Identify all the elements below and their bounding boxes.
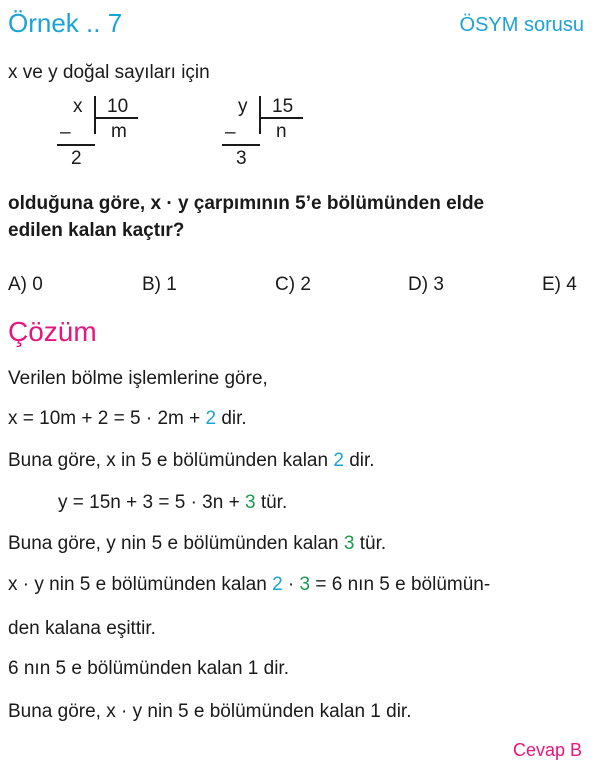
division-y-remainder: 3 xyxy=(236,148,247,169)
option-b[interactable]: B) 1 xyxy=(142,274,177,295)
division-y-dividend: y xyxy=(238,96,248,117)
solution-line2: x = 10m + 2 = 5 · 2m + 2 dir. xyxy=(8,408,247,429)
solution-line3: Buna göre, x in 5 e bölümünden kalan 2 dir. xyxy=(8,450,375,471)
division-y-minus: – xyxy=(225,122,236,143)
solution-line5: Buna göre, y nin 5 e bölümünden kalan 3 tür. xyxy=(8,533,387,554)
remainder-x-highlight: 2 xyxy=(205,408,217,429)
division-x-quotient: m xyxy=(111,121,127,142)
division-y xyxy=(220,92,310,172)
answer-label: Cevap B xyxy=(512,740,582,760)
solution-line4: y = 15n + 3 = 5 · 3n + 3 tür. xyxy=(58,492,288,513)
division-x xyxy=(55,92,145,172)
option-e[interactable]: E) 4 xyxy=(542,274,577,295)
solution-heading: Çözüm xyxy=(8,316,97,347)
question-intro: x ve y doğal sayıları için xyxy=(8,62,210,83)
question-text-line1: olduğuna göre, x · y çarpımının 5’e bölümünden elde xyxy=(8,193,485,214)
option-c[interactable]: C) 2 xyxy=(275,274,311,295)
solution-line9: Buna göre, x · y nin 5 e bölümünden kalan 1 dir. xyxy=(8,701,412,722)
solution-line1: Verilen bölme işlemlerine göre, xyxy=(8,368,268,389)
division-x-dividend: x xyxy=(73,96,83,117)
option-d[interactable]: D) 3 xyxy=(408,274,444,295)
division-y-quotient: n xyxy=(276,121,287,142)
example-title: Örnek .. 7 xyxy=(8,8,123,38)
division-x-minus: – xyxy=(60,122,71,143)
option-a[interactable]: A) 0 xyxy=(8,274,43,295)
division-x-divisor: 10 xyxy=(107,96,129,117)
remainder-y-highlight: 3 xyxy=(244,492,256,513)
solution-line7: den kalana eşittir. xyxy=(8,618,156,639)
division-x-remainder: 2 xyxy=(71,148,82,169)
question-text-line2: edilen kalan kaçtır? xyxy=(8,220,185,241)
source-label: ÖSYM sorusu xyxy=(459,14,584,36)
division-y-divisor: 15 xyxy=(272,96,294,117)
solution-line8: 6 nın 5 e bölümünden kalan 1 dir. xyxy=(8,658,289,679)
solution-line6: x · y nin 5 e bölümünden kalan 2 · 3 = 6 nın 5 e bölümün- xyxy=(8,574,491,595)
